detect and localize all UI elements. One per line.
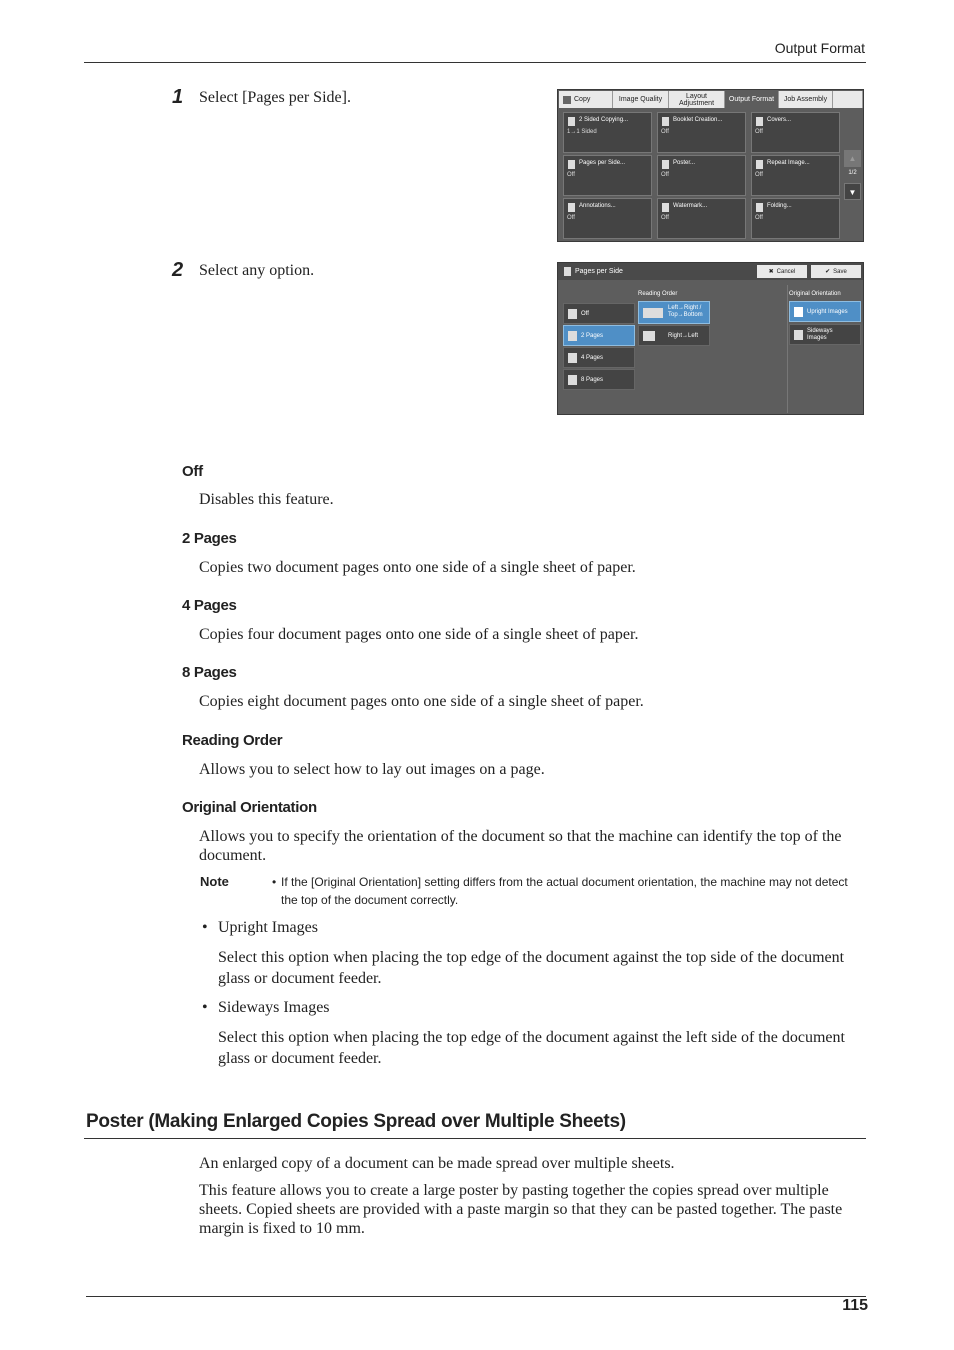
tile-label: Watermark...	[673, 203, 708, 209]
tab-copy	[559, 91, 613, 108]
tile-value: Off	[755, 129, 763, 135]
tile-label: 2 Sided Copying...	[579, 117, 629, 123]
bullet-upright-title: Upright Images	[218, 919, 318, 936]
save-label: Save	[833, 268, 847, 275]
reading-order-label: Reading Order	[638, 291, 678, 297]
desc-8-pages: Copies eight document pages onto one side of a single sheet of paper.	[199, 693, 644, 710]
watermark-icon	[662, 203, 669, 212]
original-orientation-label: Original Orientation	[789, 291, 841, 297]
tab-copy-label: Copy	[574, 96, 591, 103]
step-2-number: 2	[172, 259, 184, 281]
four-pages-icon	[568, 353, 577, 363]
tile-label: Annotations...	[579, 203, 616, 209]
option-sideways-images	[789, 324, 861, 345]
tile-pages-per-side	[563, 155, 652, 196]
poster-para-2: This feature allows you to create a large poster by pasting together the copies spread over multiple sheets. Copied sheets are provided with a paste margin so that they can be pasted together. The paste margin is fixed to 10 mm.	[199, 1182, 843, 1237]
bullet-sideways-desc: Select this option when placing the top edge of the document against the left side of the document glass or document feeder.	[218, 1029, 845, 1067]
scroll-up-icon: ▲	[844, 150, 861, 167]
annotations-icon	[568, 203, 575, 212]
tab-job-assembly: Job Assembly	[779, 91, 833, 108]
tile-value: 1→1 Sided	[567, 129, 597, 135]
option-off	[563, 303, 635, 324]
dialog-title-bar	[558, 263, 863, 280]
option-label: 4 Pages	[581, 355, 604, 361]
section-heading-poster: Poster (Making Enlarged Copies Spread over Multiple Sheets)	[86, 1111, 626, 1132]
pages-per-side-icon	[568, 160, 575, 169]
tab-image-quality: Image Quality	[613, 91, 669, 108]
tab-layout-adjustment: Layout Adjustment	[669, 91, 725, 108]
tile-label: Pages per Side...	[579, 160, 626, 166]
tile-annotations	[563, 198, 652, 239]
output-format-screenshot	[557, 89, 864, 242]
note-bullet-icon: •	[272, 875, 277, 889]
option-label: Left→Right / Top→Bottom	[668, 305, 703, 318]
tile-folding	[751, 198, 840, 239]
header-rule	[84, 62, 866, 63]
bullet-icon: •	[202, 999, 208, 1016]
scroll-down-icon: ▼	[844, 183, 861, 200]
upright-icon	[794, 307, 803, 317]
option-left-right	[638, 301, 710, 324]
tile-value: Off	[755, 172, 763, 178]
tile-value: Off	[661, 129, 669, 135]
check-icon: ✔	[825, 269, 831, 275]
step-1-number: 1	[172, 86, 184, 108]
bullet-sideways-title: Sideways Images	[218, 999, 330, 1016]
option-right-left	[638, 325, 710, 346]
save-button	[811, 265, 861, 278]
option-label: Off	[581, 311, 589, 317]
option-upright-images	[789, 301, 861, 322]
tile-value: Off	[567, 172, 575, 178]
term-off: Off	[182, 463, 203, 480]
desc-4-pages: Copies four document pages onto one side of a single sheet of paper.	[199, 626, 639, 643]
covers-icon	[756, 117, 763, 126]
section-divider	[787, 285, 788, 413]
bullet-icon: •	[202, 919, 208, 936]
desc-off: Disables this feature.	[199, 491, 334, 508]
desc-2-pages: Copies two document pages onto one side of a single sheet of paper.	[199, 559, 636, 576]
tile-label: Covers...	[767, 117, 792, 123]
tile-value: Off	[755, 215, 763, 221]
tab-output-format: Output Format	[725, 91, 779, 108]
option-label: Sideways Images	[807, 328, 833, 341]
tile-label: Folding...	[767, 203, 792, 209]
cancel-button	[757, 265, 807, 278]
term-2-pages: 2 Pages	[182, 530, 237, 547]
2-sided-icon	[568, 117, 575, 126]
option-8-pages	[563, 369, 635, 390]
desc-reading-order: Allows you to select how to lay out images on a page.	[199, 761, 545, 778]
step-2-text: Select any option.	[199, 262, 315, 279]
step-1-text: Select [Pages per Side].	[199, 89, 351, 106]
poster-icon	[662, 160, 669, 169]
section-heading-rule	[84, 1138, 866, 1139]
option-label: Upright Images	[807, 309, 848, 315]
single-page-icon	[568, 309, 577, 319]
tile-poster	[657, 155, 746, 196]
repeat-image-icon	[756, 160, 763, 169]
folding-icon	[756, 203, 763, 212]
page-number: 115	[842, 1297, 868, 1314]
option-2-pages	[563, 325, 635, 346]
tile-value: Off	[661, 172, 669, 178]
pages-per-side-icon	[564, 267, 571, 276]
option-label: 2 Pages	[581, 333, 604, 339]
tile-label: Booklet Creation...	[673, 117, 723, 123]
copy-icon	[563, 96, 571, 104]
option-label: Right→Left	[668, 333, 699, 339]
note-label: Note	[200, 874, 229, 889]
tile-booklet-creation	[657, 112, 746, 153]
option-4-pages	[563, 347, 635, 368]
tile-label: Repeat Image...	[767, 160, 810, 166]
sideways-icon	[794, 330, 803, 340]
booklet-icon	[662, 117, 669, 126]
two-pages-icon	[568, 331, 577, 341]
poster-para-1: An enlarged copy of a document can be made spread over multiple sheets.	[199, 1155, 675, 1172]
term-reading-order: Reading Order	[182, 732, 283, 749]
dialog-title: Pages per Side	[575, 268, 623, 275]
option-label: 8 Pages	[581, 377, 604, 383]
footer-rule	[86, 1296, 866, 1297]
page-indicator: 1/2	[848, 170, 857, 176]
tile-2-sided-copying	[563, 112, 652, 153]
tile-covers	[751, 112, 840, 153]
tile-value: Off	[567, 215, 575, 221]
tile-value: Off	[661, 215, 669, 221]
left-to-right-icon	[643, 308, 663, 318]
close-icon: ✖	[768, 269, 774, 275]
eight-pages-icon	[568, 375, 577, 385]
desc-original-orientation: Allows you to specify the orientation of the document so that the machine can identify the top of the document.	[199, 828, 842, 864]
tile-repeat-image	[751, 155, 840, 196]
note-text: If the [Original Orientation] setting differs from the actual document orientation, the machine may not detect the top of the document correctly.	[281, 875, 848, 907]
term-original-orientation: Original Orientation	[182, 799, 317, 816]
running-header: Output Format	[774, 40, 865, 56]
tab-blank	[833, 91, 863, 108]
pages-per-side-screenshot	[557, 262, 864, 415]
tile-watermark	[657, 198, 746, 239]
bullet-upright-desc: Select this option when placing the top edge of the document against the top side of the document glass or document feeder.	[218, 949, 845, 987]
tile-label: Poster...	[673, 160, 696, 166]
term-4-pages: 4 Pages	[182, 597, 237, 614]
term-8-pages: 8 Pages	[182, 664, 237, 681]
cancel-label: Cancel	[776, 268, 796, 275]
right-to-left-icon	[643, 331, 655, 341]
